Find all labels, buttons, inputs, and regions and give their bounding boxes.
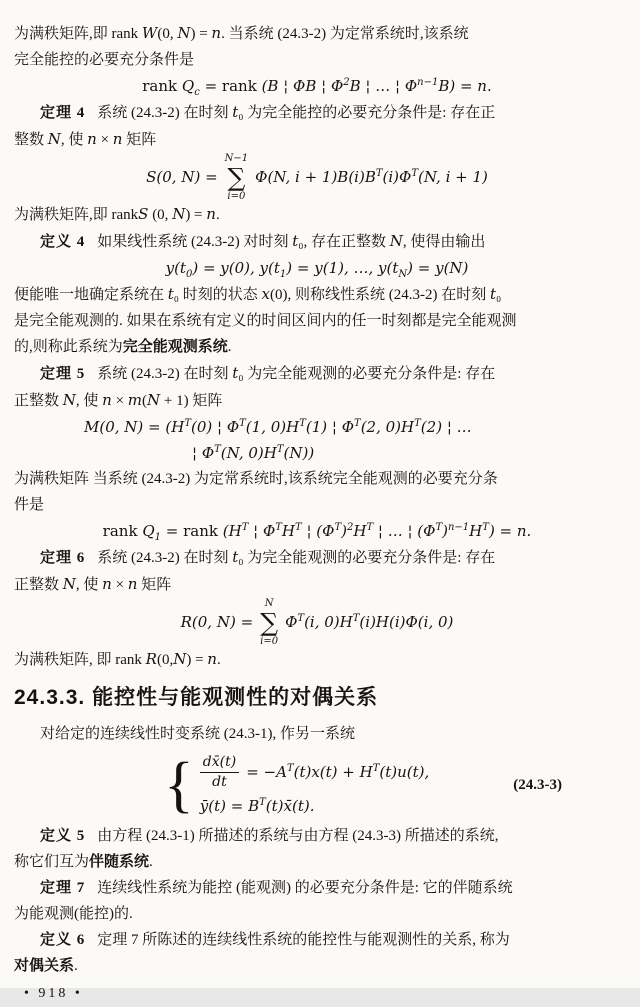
system-equation-2: ȳ(t) = $B^T(t)x̄(t)$. bbox=[199, 797, 315, 815]
paragraph-rankW-line1: 为满秩矩阵,即 rank W(0, N) = n. 当系统 (24.3-2) 为定常系统时,该系统 bbox=[14, 24, 469, 42]
definition5-line2-end: . bbox=[149, 854, 153, 870]
term-duality-relation: 对偶关系 bbox=[14, 958, 75, 974]
theorem7-line1 bbox=[14, 875, 620, 901]
theorem7-text: 连续线性系统为能控 (能观测) 的必要充分条件是: 它的伴随系统 bbox=[97, 880, 513, 896]
sigma-icon: ∑ bbox=[227, 162, 246, 192]
derivative-fraction bbox=[200, 754, 239, 791]
sum-lower-limit: i=0 bbox=[227, 190, 246, 202]
theorem5-label: 定理 5 bbox=[40, 366, 86, 382]
theorem4-line2: 整数 N, 使 n × n 矩阵 bbox=[14, 130, 157, 148]
definition4-text: 如果线性系统 (24.3-2) 对时刻 t₀, 存在正整数 N, 使得由输出 bbox=[97, 232, 486, 250]
sigma-icon: ∑ bbox=[260, 607, 279, 637]
sum-lower-limit: i=0 bbox=[260, 635, 279, 647]
definition6-line2-end: . bbox=[74, 958, 78, 974]
formula-R0N-body: $\Phi^T(i$, $0)H^T(i)H(i)\Phi(i$, 0) bbox=[285, 613, 454, 631]
theorem5-text: 系统 (24.3-2) 在时刻 t₀ 为完全能观测的必要充分条件是: 存在 bbox=[97, 364, 496, 382]
definition6-line1 bbox=[14, 927, 620, 953]
definition5-label: 定义 5 bbox=[40, 828, 86, 844]
fraction-numerator: dx̄(t) bbox=[200, 754, 239, 773]
definition4-line1 bbox=[14, 228, 620, 255]
theorem6-label: 定理 6 bbox=[40, 550, 86, 566]
system-equation-1-rhs: = $-A^T(t)x(t) + H^T(t)u(t)$, bbox=[246, 763, 430, 781]
definition4-line4 bbox=[14, 334, 620, 360]
definition5-text: 由方程 (24.3-1) 所描述的系统与由方程 (24.3-3) 所描述的系统, bbox=[97, 828, 499, 844]
formula-S0N bbox=[14, 153, 620, 201]
theorem5-line1 bbox=[14, 360, 620, 387]
summation bbox=[260, 598, 278, 647]
formula-R0N bbox=[14, 598, 620, 646]
theorem4-line1 bbox=[14, 99, 620, 126]
definition4-line4-end: . bbox=[227, 339, 232, 355]
definition5-line2 bbox=[14, 849, 620, 875]
term-completely-observable-system: 完全能观测系统 bbox=[122, 339, 228, 355]
left-brace: { bbox=[164, 751, 194, 819]
term-adjoint-system: 伴随系统 bbox=[89, 854, 150, 870]
formula-M0N-line2: ¦ $\Phi^T(N$, $0)H^T(N)$) bbox=[192, 444, 315, 462]
theorem7-label: 定理 7 bbox=[40, 880, 86, 896]
paragraph-rankR: 为满秩矩阵, 即 rank R(0,N) = n. bbox=[14, 650, 221, 668]
theorem6-line1 bbox=[14, 544, 620, 571]
equation-number: (24.3-3) bbox=[513, 777, 562, 793]
definition6-text: 定理 7 所陈述的连续线性系统的能控性与能观测性的关系, 称为 bbox=[97, 932, 510, 948]
definition4-line4-pre: 的,则称此系统为 bbox=[14, 339, 123, 355]
theorem7-line2: 为能观测(能控)的. bbox=[14, 906, 133, 922]
page-number: • 918 • bbox=[24, 986, 83, 1001]
paragraph-dual-intro: 对给定的连续线性时变系统 (24.3-1), 作另一系统 bbox=[40, 726, 355, 742]
definition5-line1 bbox=[14, 823, 620, 849]
definition5-line2-pre: 称它们互为 bbox=[14, 854, 90, 870]
theorem4-text: 系统 (24.3-2) 在时刻 t₀ 为完全能控的必要充分条件是: 存在正 bbox=[97, 103, 496, 121]
formula-S0N-lhs: S(0, N) = bbox=[146, 168, 218, 186]
theorem6-text: 系统 (24.3-2) 在时刻 t₀ 为完全能观测的必要充分条件是: 存在 bbox=[97, 548, 496, 566]
paragraph-observable-const-line2: 件是 bbox=[14, 497, 45, 513]
sum-upper-limit: N−1 bbox=[224, 152, 249, 164]
fraction-denominator: dt bbox=[212, 773, 227, 790]
paragraph-observable-const-line1: 为满秩矩阵 当系统 (24.3-2) 为定常系统时,该系统完全能观测的必要充分条 bbox=[14, 471, 498, 487]
formula-R0N-lhs: R(0, N) = bbox=[180, 613, 254, 631]
definition4-line2: 便能唯一地确定系统在 t₀ 时刻的状态 x(0), 则称线性系统 (24.3-2) 在时刻 t₀ bbox=[14, 285, 502, 303]
definition4-label: 定义 4 bbox=[40, 234, 86, 250]
system-equation-1 bbox=[200, 751, 430, 793]
formula-rank-Qo: rank $Q_1$ = rank ($H^T$ ¦ $\Phi^TH^T$ ¦ $(\Phi^T)^2H^T$ ¦ … ¦ $(\Phi^T)^{n-1}H^T) = n$. bbox=[102, 522, 532, 543]
theorem4-label: 定理 4 bbox=[40, 105, 86, 121]
formula-rank-Qc: rank $Q_c$ = rank (B ¦ ΦB ¦ $\Phi^2B$ ¦ … ¦ $\Phi^{n-1}B) = n$. bbox=[142, 77, 492, 98]
section-title: 能控性与能观测性的对偶关系 bbox=[92, 686, 379, 709]
equation-system-24-3-3 bbox=[14, 747, 620, 823]
paragraph-rankS: 为满秩矩阵,即 rankS (0, N) = n. bbox=[14, 205, 220, 223]
formula-y-sequence: $y(t_0) = y(0)$, $y(t_1) = y(1)$, …, $y(t_N) = y(N)$ bbox=[165, 259, 469, 280]
system-equations bbox=[200, 751, 430, 819]
theorem6-line2: 正整数 N, 使 n × n 矩阵 bbox=[14, 575, 172, 593]
sum-upper-limit: N bbox=[264, 597, 274, 609]
definition4-line3: 是完全能观测的. 如果在系统有定义的时间区间内的任一时刻都是完全能观测 bbox=[14, 313, 517, 329]
definition6-label: 定义 6 bbox=[40, 932, 86, 948]
summation bbox=[225, 153, 249, 202]
definition6-line2 bbox=[14, 953, 620, 979]
formula-M0N-line1: M(0, $N) = (H^T(0)$ ¦ $\Phi^T(1$, $0)H^T(1)$ ¦ $\Phi^T(2$, $0)H^T(2)$ ¦ … bbox=[84, 418, 472, 436]
paragraph-rankW-line2: 完全能控的必要充分条件是 bbox=[14, 52, 195, 68]
formula-S0N-body: Φ(N, $i + 1)B(i)B^T(i)\Phi^T(N$, i + 1) bbox=[255, 168, 488, 186]
section-number: 24.3.3. bbox=[14, 686, 86, 709]
section-heading bbox=[14, 683, 620, 713]
theorem5-line2: 正整数 N, 使 n × m(N + 1) 矩阵 bbox=[14, 391, 223, 409]
